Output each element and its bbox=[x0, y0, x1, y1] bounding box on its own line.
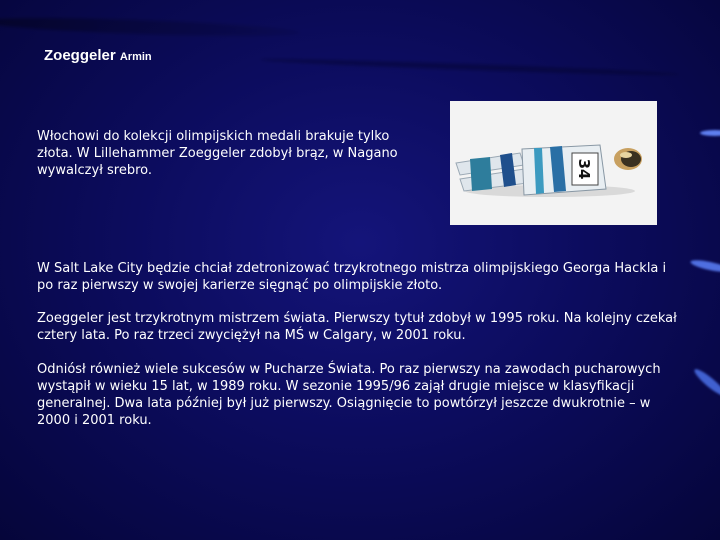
athlete-photo bbox=[450, 101, 657, 225]
title-firstname: Armin bbox=[119, 51, 152, 63]
decorative-streak bbox=[260, 57, 680, 78]
bib-number: 34 bbox=[575, 158, 593, 180]
decorative-streak bbox=[700, 130, 720, 136]
decorative-streak bbox=[692, 366, 720, 399]
luge-athlete-illustration bbox=[450, 101, 657, 225]
decorative-streak bbox=[690, 258, 720, 274]
paragraph-salt-lake: W Salt Lake City będzie chciał zdetronizować trzykrotnego mistrza olimpijskiego Georga Hackla i po raz pierwszy w swojej karierze sięgnąć po olimpijskie złoto. bbox=[37, 261, 667, 293]
paragraph-world-champion: Zoeggeler jest trzykrotnym mistrzem świata. Pierwszy tytuł zdobył w 1995 roku. Na kolejny czekał cztery lata. Po raz trzeci zwyciężył na MŚ w Calgary, w 2001 roku. bbox=[37, 311, 677, 343]
page-title bbox=[44, 47, 152, 64]
paragraph-medals: Włochowi do kolekcji olimpijskich medali brakuje tylko złota. W Lillehammer Zoeggeler zdobył brąz, w Nagano wywalczył srebro. bbox=[37, 129, 398, 178]
title-surname: Zoeggeler bbox=[44, 47, 116, 64]
paragraph-world-cup: Odniósł również wiele sukcesów w Pucharze Świata. Po raz pierwszy na zawodach pucharowych wystąpił w wieku 15 lat, w 1989 roku. W sezonie 1995/96 zajął drugie miejsce w klasyfikacji generalnej. Dwa lata później był już pierwszy. Osiągnięcie to powtórzył jeszcze dwukrotnie – w 2000 i 2001 roku. bbox=[37, 362, 661, 428]
decorative-streak bbox=[0, 14, 300, 39]
